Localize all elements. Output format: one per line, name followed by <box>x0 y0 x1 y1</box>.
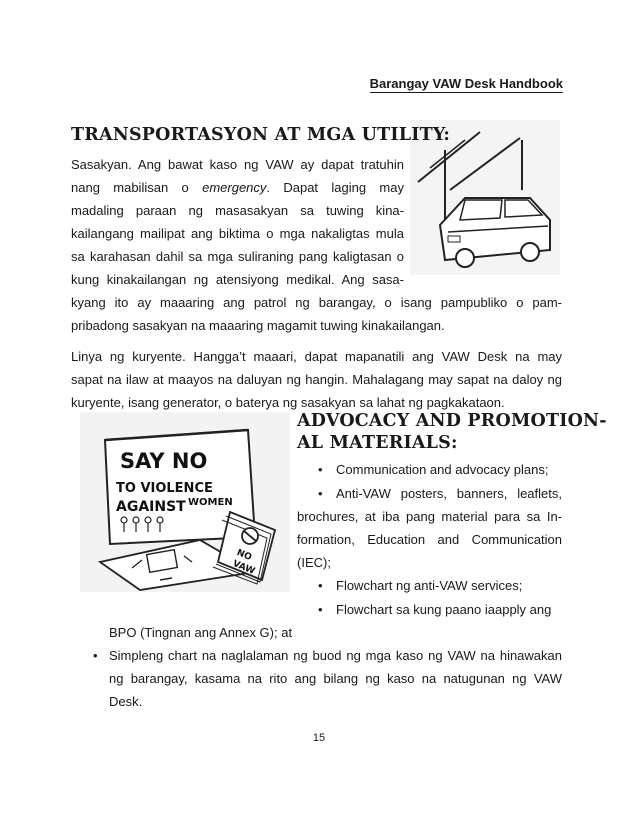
list-item: brochures, at iba pang material para sa In- <box>297 509 562 524</box>
paragraph-line: sapat na ilaw at maayos na daluyan ng hangin. Mahalagang may sapat na daloy ng <box>71 372 562 387</box>
paragraph-line: kung kinakailangan ng atensiyong medikal. Ang sasa- <box>71 272 404 287</box>
bullet-icon: • <box>93 648 98 663</box>
banner-against: AGAINST <box>116 499 186 515</box>
sign-vaw: VAW <box>231 559 257 577</box>
sign-no: NO <box>235 548 253 563</box>
bullet-icon: • <box>318 486 323 501</box>
paragraph-line: kyang ito ay maaaring ang patrol ng barangay, o isang pampubliko o pam- <box>71 295 562 310</box>
list-item: Communication and advocacy plans; <box>336 462 549 477</box>
list-item: Simpleng chart na naglalaman ng buod ng mga kaso ng VAW na hinawakan <box>109 648 562 663</box>
paragraph-line: pribadong sasakyan na maaaring magamit tuwing kinakailangan. <box>71 318 445 333</box>
advocacy-illustration <box>80 412 290 592</box>
paragraph-line: kuryente, isang generator, o baterya ng sasakyan sa lahat ng pagkakataon. <box>71 395 505 410</box>
bullet-icon: • <box>318 578 323 593</box>
section-heading-transport: TRANSPORTASYON AT MGA UTILITY: <box>71 125 451 145</box>
banner-say-no: SAY NO <box>120 449 208 473</box>
bullet-icon: • <box>318 602 323 617</box>
list-item: Desk. <box>109 694 143 709</box>
running-header: Barangay VAW Desk Handbook <box>369 76 563 91</box>
paragraph-line: Linya ng kuryente. Hangga’t maaari, dapat mapanatili ang VAW Desk na may <box>71 349 562 364</box>
banner-to-violence: TO VIOLENCE <box>116 481 213 496</box>
section-heading-advocacy: ADVOCACY AND PROMOTION- <box>297 411 607 431</box>
list-item: Anti-VAW posters, banners, leaflets, <box>336 486 562 501</box>
banner-women: WOMEN <box>188 497 233 508</box>
emphasis-text: emergency <box>202 180 267 195</box>
paragraph-line <box>71 180 404 196</box>
paragraph-line: Sasakyan. Ang bawat kaso ng VAW ay dapat tratuhin <box>71 157 404 172</box>
text-span: nang mabilisan o <box>71 180 203 195</box>
page-number: 15 <box>312 732 326 744</box>
paragraph-line: sa karahasan dahil sa mga suliraning pang kaligtasan o <box>71 249 404 264</box>
list-item: formation, Education and Communication <box>297 532 562 547</box>
list-item: Flowchart ng anti-VAW services; <box>336 578 523 593</box>
list-item: (IEC); <box>297 555 331 570</box>
bullet-icon: • <box>318 462 323 477</box>
list-item: ng barangay, kasama na rito ang bilang ng kaso na natugunan ng VAW <box>109 671 562 686</box>
text-span: . Dapat laging may <box>266 180 404 195</box>
paragraph-line: kailangang mailipat ang biktima o mga nakaligtas mula <box>71 226 404 241</box>
section-heading-advocacy-cont: AL MATERIALS: <box>297 433 458 453</box>
paragraph-line: madaling paraan ng masasakyan sa tuwing kina- <box>71 203 404 218</box>
list-item: Flowchart sa kung paano iaapply ang <box>336 602 552 617</box>
list-item: BPO (Tingnan ang Annex G); at <box>109 625 293 640</box>
